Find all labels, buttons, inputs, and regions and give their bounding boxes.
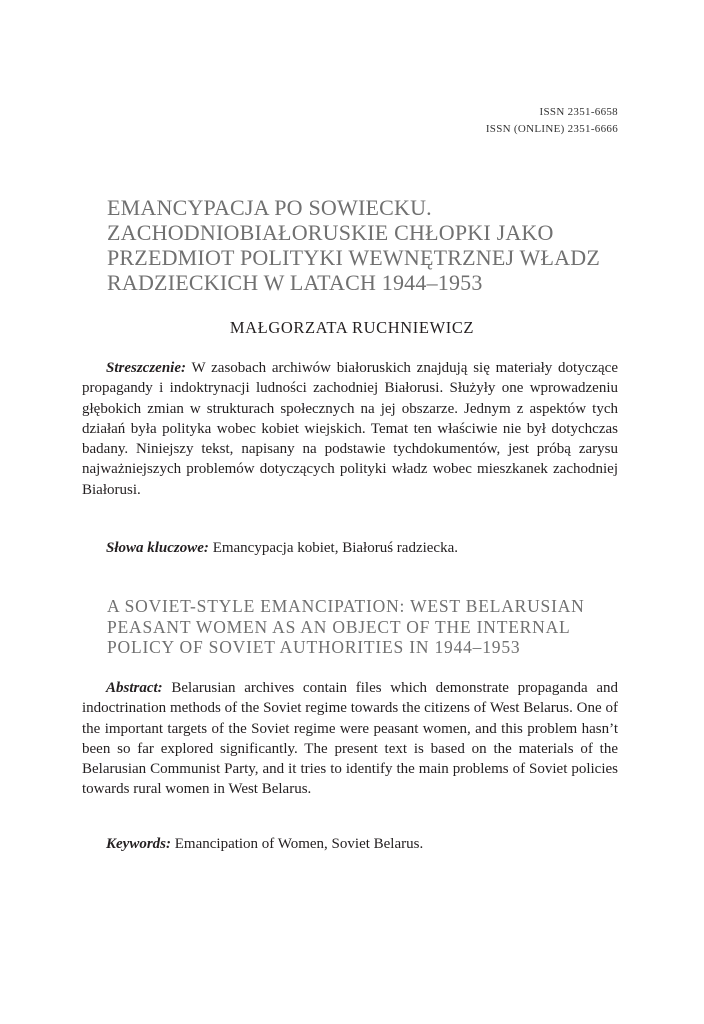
- polish-keywords-text: Emancypacja kobiet, Białoruś radziecka.: [208, 540, 458, 556]
- english-keywords: [82, 834, 618, 854]
- polish-abstract-text: W zasobach archiwów białoruskich znajdują się materiały dotyczące propagandy i indoktrynacji ludności zachodniej Białorusi. Służyły one wprowadzeniu głębokich zmian w strukturach społecznych na jej obszarze. Jednym z aspektów tych działań była polityka wobec kobiet wiejskich. Temat ten właściwie nie był dotychczas badany. Niniejszy tekst, napisany na podstawie tychdokumentów, jest próbą zarysu najważniejszych problemów dotyczących polityki władz wobec mieszkanek zachodniej Białorusi.: [82, 360, 618, 498]
- issn-online: ISSN (ONLINE) 2351-6666: [485, 123, 618, 135]
- english-title-line: POLICY OF SOVIET AUTHORITIES IN 1944–1953: [107, 637, 521, 657]
- polish-keywords-label: Słowa kluczowe:: [106, 540, 209, 556]
- english-keywords-text: Emancipation of Women, Soviet Belarus.: [171, 836, 424, 852]
- polish-abstract-label: Streszczenie:: [106, 360, 186, 376]
- polish-title: [107, 195, 627, 295]
- english-abstract: [82, 678, 618, 800]
- english-abstract-label: Abstract:: [106, 680, 163, 696]
- english-title-line: A SOVIET-STYLE EMANCIPATION: WEST BELARUSIAN: [107, 596, 585, 616]
- author-name: MAŁGORZATA RUCHNIEWICZ: [229, 318, 475, 337]
- english-title: [107, 596, 627, 658]
- english-abstract-text: Belarusian archives contain files which demonstrate propaganda and indoctrination methods of the Soviet regime towards the citizens of West Belarus. One of the important targets of the Soviet regime were peasant women, and this problem hasn’t been so far explored significantly. The present text is based on the materials of the Belarusian Communist Party, and it tries to identify the main problems of Soviet policies towards rural women in West Belarus.: [82, 680, 618, 798]
- polish-title-line: ZACHODNIOBIAŁORUSKIE CHŁOPKI JAKO: [107, 220, 554, 245]
- issn-print: ISSN 2351-6658: [539, 106, 618, 118]
- polish-keywords: [82, 538, 618, 558]
- polish-title-line: RADZIECKICH W LATACH 1944–1953: [107, 270, 483, 295]
- issn-block: [486, 104, 618, 138]
- polish-title-line: EMANCYPACJA PO SOWIECKU.: [107, 195, 432, 220]
- polish-title-line: PRZEDMIOT POLITYKI WEWNĘTRZNEJ WŁADZ: [107, 245, 600, 270]
- english-keywords-label: Keywords:: [106, 836, 171, 852]
- english-title-line: PEASANT WOMEN AS AN OBJECT OF THE INTERNAL: [107, 616, 571, 637]
- polish-abstract: [82, 358, 618, 500]
